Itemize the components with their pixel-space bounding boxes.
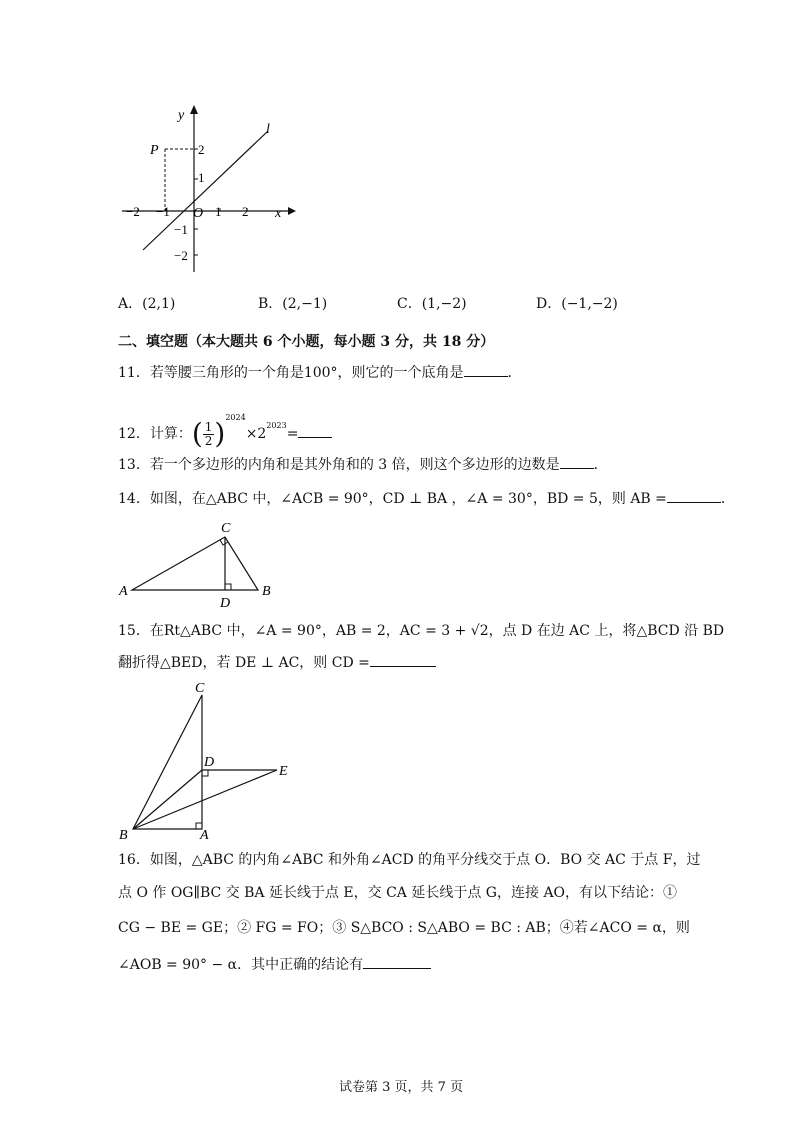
section-heading: 二、填空题（本大题共 6 个小题，每小题 3 分，共 18 分） xyxy=(118,334,495,350)
answer-blank[interactable] xyxy=(298,423,332,438)
y-tick-label: 2 xyxy=(198,142,205,157)
question-11: 11．若等腰三角形的一个角是100°，则它的一个底角是 ． xyxy=(118,362,522,383)
question-16-line-2: 点 O 作 OG∥BC 交 BA 延长线于点 E，交 CA 延长线于点 G，连接 AO，有以下结论：① xyxy=(118,885,678,901)
question-13: 13．若一个多边形的内角和是其外角和的 3 倍，则这个多边形的边数是 ． xyxy=(118,454,608,475)
vertex-d-label: D xyxy=(204,755,215,770)
question-16-line-1: 16．如图，△ABC 的内角∠ABC 和外角∠ACD 的角平分线交于点 O．BO 交 AC 于点 F，过 xyxy=(118,852,701,868)
vertex-a-label: A xyxy=(200,828,209,843)
question-15-line-2: 翻折得△BED，若 DE ⊥ AC，则 CD = xyxy=(118,652,436,673)
vertex-b-label: B xyxy=(262,584,271,599)
origin-label: O xyxy=(193,206,204,221)
coordinate-graph xyxy=(110,100,300,280)
x-tick-label: −2 xyxy=(126,204,140,219)
y-tick-label: −2 xyxy=(174,248,188,263)
answer-blank[interactable] xyxy=(667,488,721,503)
option-a[interactable]: A．(2,1) xyxy=(118,296,176,312)
question-16-line-4: ∠AOB = 90° − α．其中正确的结论有 xyxy=(118,954,431,975)
y-tick-label: −1 xyxy=(174,222,188,237)
answer-blank[interactable] xyxy=(363,954,431,969)
vertex-a-label: A xyxy=(119,584,128,599)
option-c[interactable]: C．(1,−2) xyxy=(397,296,467,312)
answer-blank[interactable] xyxy=(560,454,594,469)
answer-blank[interactable] xyxy=(370,652,436,667)
triangle-figure-q15 xyxy=(115,676,305,846)
question-12: 12．计算：( $\frac{1}{2}$ )$^{2024}\times 2^{2023}=$ xyxy=(118,398,332,438)
vertex-c-label: C xyxy=(195,681,205,696)
x-axis-label: x xyxy=(275,206,282,221)
vertex-d-label: D xyxy=(220,596,231,610)
line-l-label: l xyxy=(266,122,270,137)
x-tick-label: 1 xyxy=(215,204,222,219)
y-axis-label: y xyxy=(178,108,185,123)
x-tick-label: 2 xyxy=(242,204,249,219)
vertex-e-label: E xyxy=(279,764,288,779)
page-footer: 试卷第 3 页，共 7 页 xyxy=(339,1080,464,1095)
option-d[interactable]: D．(−1,−2) xyxy=(536,296,618,312)
triangle-figure-q14 xyxy=(115,518,285,610)
vertex-b-label: B xyxy=(119,828,128,843)
option-b[interactable]: B．(2,−1) xyxy=(258,296,328,312)
question-15-line-1: 15．在Rt△ABC 中，∠A = 90°，AB = 2，AC = 3 + √2，点 D 在边 AC 上，将△BCD 沿 BD xyxy=(118,623,725,639)
vertex-c-label: C xyxy=(221,521,231,536)
x-tick-label: −1 xyxy=(156,204,170,219)
question-14: 14．如图，在△ABC 中，∠ACB = 90°，CD ⊥ BA ，∠A = 30°，BD = 5，则 AB = ． xyxy=(118,488,735,509)
y-tick-label: 1 xyxy=(198,170,205,185)
point-p-label: P xyxy=(150,143,159,158)
question-16-line-3: CG − BE = GE；② FG = FO；③ S△BCO : S△ABO = BC : AB；④若∠ACO = α，则 xyxy=(118,920,690,936)
answer-blank[interactable] xyxy=(464,362,508,377)
